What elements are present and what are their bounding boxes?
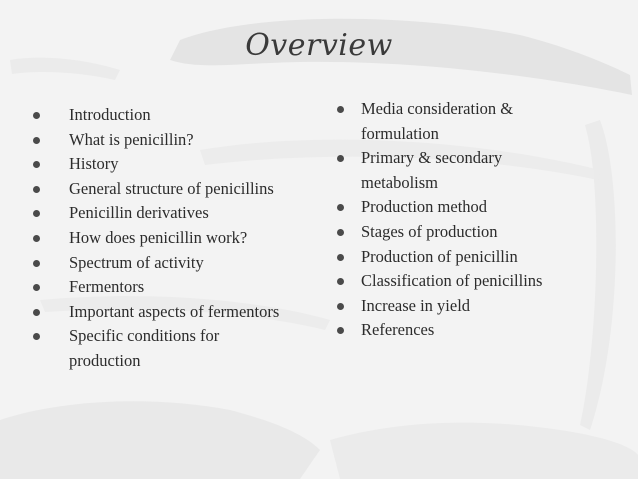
list-item: Classification of penicillins — [334, 269, 584, 294]
slide-title: Overview — [245, 28, 393, 63]
list-item: Increase in yield — [334, 294, 584, 319]
list-item: References — [334, 318, 584, 343]
right-bullet-list — [334, 97, 584, 343]
list-item: General structure of penicillins — [30, 177, 330, 202]
list-item: Stages of production — [334, 220, 584, 245]
list-item: Production method — [334, 195, 584, 220]
list-item: Introduction — [30, 103, 330, 128]
list-item: History — [30, 152, 330, 177]
list-item: Specific conditions for production — [30, 324, 259, 373]
list-item: Primary & secondary metabolism — [334, 146, 541, 195]
list-item: How does penicillin work? — [30, 226, 330, 251]
list-item: Media consideration & formulation — [334, 97, 584, 146]
list-item: Fermentors — [30, 275, 330, 300]
list-item: Spectrum of activity — [30, 251, 330, 276]
list-item: Penicillin derivatives — [30, 201, 330, 226]
left-bullet-list — [30, 103, 330, 374]
list-item: Production of penicillin — [334, 245, 584, 270]
list-item: What is penicillin? — [30, 128, 330, 153]
list-item: Important aspects of fermentors — [30, 300, 330, 325]
